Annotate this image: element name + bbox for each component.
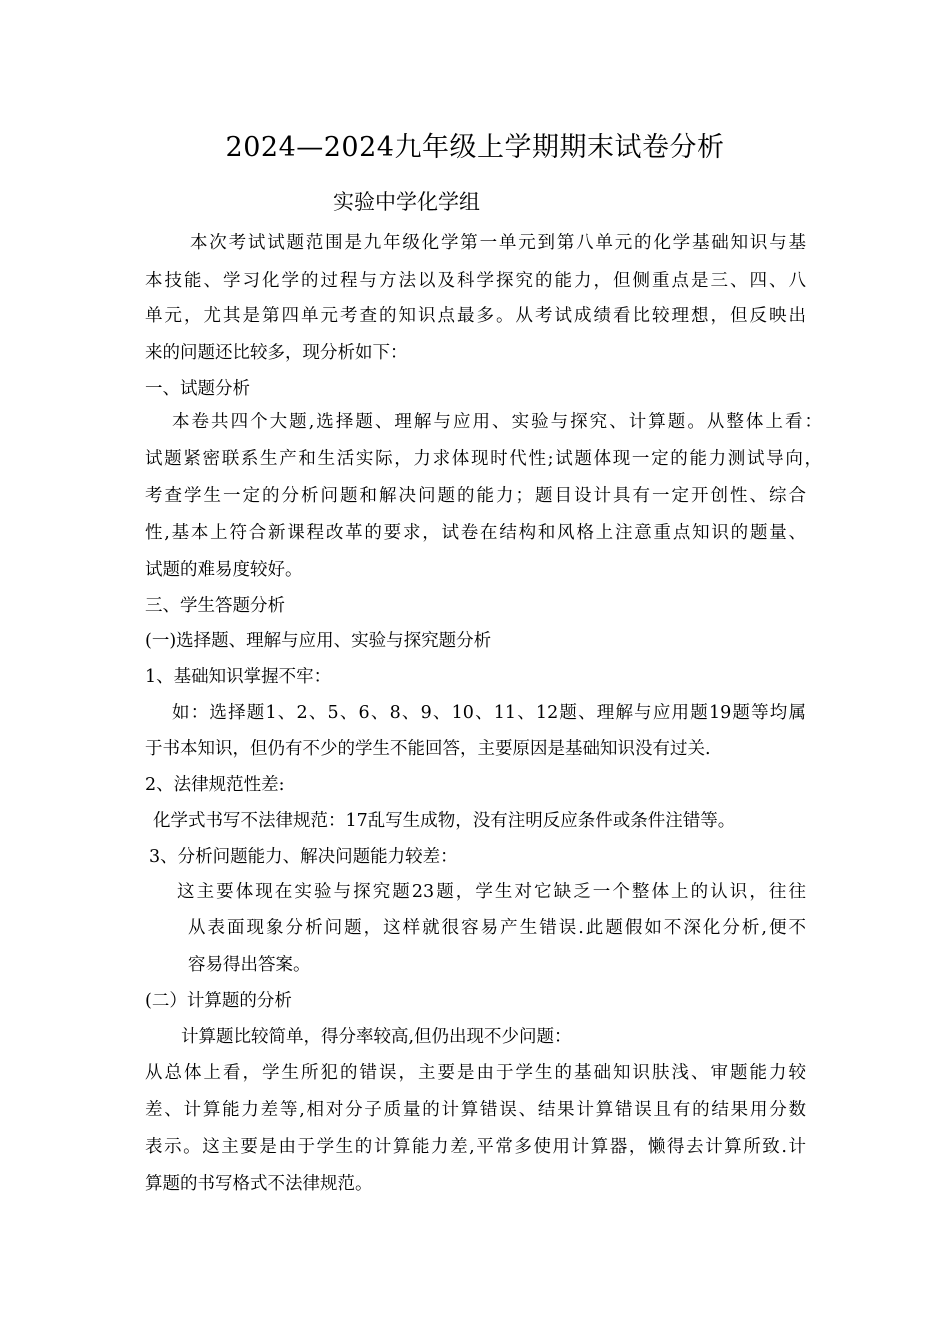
sub2-line-4: 表示。这主要是由于学生的计算能力差,平常多使用计算器，懒得去计算所致.计 [145, 1137, 806, 1157]
section1-line-3: 考查学生一定的分析问题和解决问题的能力；题目设计具有一定开创性、综合 [145, 486, 806, 506]
sub2-line-5: 算题的书写格式不法律规范。 [145, 1174, 373, 1194]
section3-sub1-heading: (一)选择题、理解与应用、实验与探究题分析 [145, 631, 492, 651]
document-title: 2024—2024九年级上学期期末试卷分析 [225, 132, 725, 163]
sub2-line-3: 差、计算能力差等,相对分子质量的计算错误、结果计算错误且有的结果用分数 [145, 1100, 806, 1120]
intro-line-1: 本次考试试题范围是九年级化学第一单元到第八单元的化学基础知识与基 [190, 233, 806, 253]
section1-line-4: 性,基本上符合新课程改革的要求，试卷在结构和风格上注意重点知识的题量、 [145, 523, 806, 543]
section1-line-1: 本卷共四个大题,选择题、理解与应用、实验与探究、计算题。从整体上看： [172, 412, 822, 432]
item2-line-1: 化学式书写不法律规范：17乱写生成物，没有注明反应条件或条件注错等。 [153, 811, 736, 831]
intro-line-2: 本技能、学习化学的过程与方法以及科学探究的能力，但侧重点是三、四、八 [145, 271, 806, 291]
item1-heading: 1、基础知识掌握不牢： [145, 667, 332, 687]
item3-line-3: 容易得出答案。 [188, 955, 311, 975]
section1-line-2: 试题紧密联系生产和生活实际，力求体现时代性;试题体现一定的能力测试导向， [145, 449, 822, 469]
sub2-line-1: 计算题比较简单，得分率较高,但仍出现不少问题： [181, 1027, 572, 1047]
section3-sub2-heading: (二）计算题的分析 [145, 991, 292, 1011]
section3-heading: 三、学生答题分析 [145, 596, 285, 616]
section1-line-5: 试题的难易度较好。 [145, 560, 303, 580]
sub2-line-2: 从总体上看，学生所犯的错误，主要是由于学生的基础知识肤浅、审题能力较 [145, 1063, 806, 1083]
item3-heading: 3、分析问题能力、解决问题能力较差： [149, 847, 458, 867]
document-author: 实验中学化学组 [333, 190, 480, 214]
intro-line-4: 来的问题还比较多，现分析如下： [145, 343, 408, 363]
section1-heading: 一、试题分析 [145, 379, 250, 399]
item3-line-1: 这主要体现在实验与探究题23题，学生对它缺乏一个整体上的认识，往往 [177, 882, 806, 902]
item2-heading: 2、法律规范性差: [145, 775, 285, 795]
item3-line-2: 从表面现象分析问题，这样就很容易产生错误.此题假如不深化分析,便不 [188, 918, 806, 938]
intro-line-3: 单元，尤其是第四单元考查的知识点最多。从考试成绩看比较理想，但反映出 [145, 306, 806, 326]
item1-line-1: 如：选择题1、2、5、6、8、9、10、11、12题、理解与应用题19题等均属 [172, 703, 806, 723]
item1-line-2: 于书本知识，但仍有不少的学生不能回答，主要原因是基础知识没有过关. [145, 739, 711, 759]
